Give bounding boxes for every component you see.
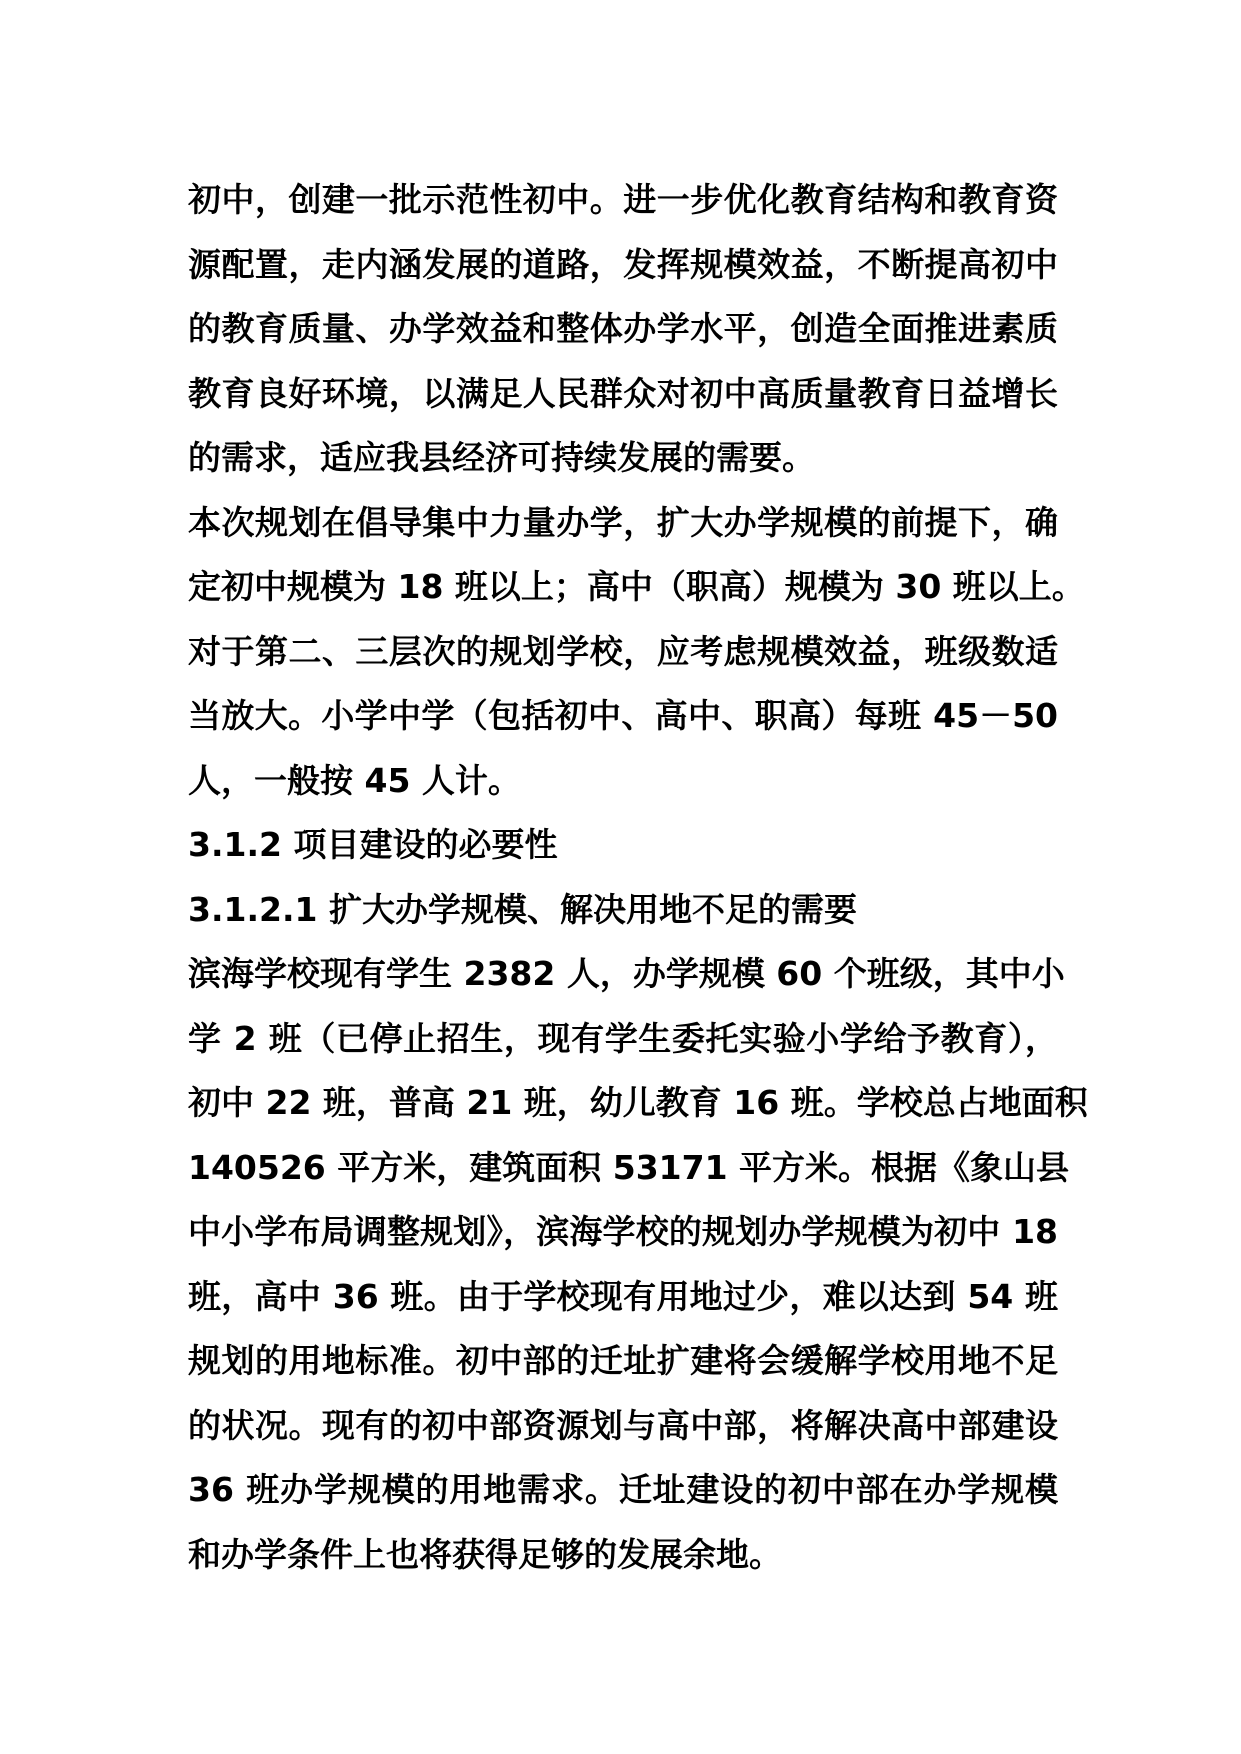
text-line: 的需求，适应我县经济可持续发展的需要。 bbox=[188, 438, 815, 477]
text-line: 的状况。现有的初中部资源划与高中部，将解决高中部建设 bbox=[188, 1405, 1058, 1445]
text-line: 的教育质量、办学效益和整体办学水平，创造全面推进素质 bbox=[188, 309, 1058, 348]
text-line: 对于第二、三层次的规划学校，应考虑规模效益，班级数适 bbox=[188, 631, 1058, 671]
text-line: 规划的用地标准。初中部的迁址扩建将会缓解学校用地不足 bbox=[188, 1341, 1058, 1380]
section-heading-3-1-2-1 bbox=[188, 878, 1058, 943]
paragraph-binhai-school bbox=[188, 942, 1088, 1587]
heading-text: 3.1.2 项目建设的必要性 bbox=[188, 825, 558, 864]
text-line: 定初中规模为 18 班以上；高中（职高）规模为 30 班以上。 bbox=[188, 567, 1085, 606]
text-line: 当放大。小学中学（包括初中、高中、职高）每班 45－50 bbox=[188, 696, 1058, 735]
section-heading-3-1-2 bbox=[188, 813, 1058, 878]
text-line: 36 班办学规模的用地需求。迁址建设的初中部在办学规模 bbox=[188, 1470, 1058, 1509]
text-line: 班，高中 36 班。由于学校现有用地过少，难以达到 54 班 bbox=[188, 1276, 1058, 1316]
text-line: 初中 22 班，普高 21 班，幼儿教育 16 班。学校总占地面积 bbox=[188, 1083, 1088, 1122]
paragraph-junior-high-goals bbox=[188, 168, 1058, 491]
paragraph-planning-scale bbox=[188, 491, 1085, 814]
text-line: 源配置，走内涵发展的道路，发挥规模效益，不断提高初中 bbox=[188, 244, 1058, 284]
text-line: 教育良好环境，以满足人民群众对初中高质量教育日益增长 bbox=[188, 373, 1058, 413]
text-line: 人，一般按 45 人计。 bbox=[188, 760, 521, 800]
heading-text: 3.1.2.1 扩大办学规模、解决用地不足的需要 bbox=[188, 889, 857, 929]
text-line: 中小学布局调整规划》，滨海学校的规划办学规模为初中 18 bbox=[188, 1212, 1058, 1251]
text-line: 初中，创建一批示范性初中。进一步优化教育结构和教育资 bbox=[188, 180, 1058, 219]
text-line: 本次规划在倡导集中力量办学，扩大办学规模的前提下，确 bbox=[188, 502, 1058, 542]
document-body bbox=[188, 168, 1088, 1587]
text-line: 学 2 班（已停止招生，现有学生委托实验小学给予教育）， bbox=[188, 1018, 1058, 1058]
text-line: 140526 平方米，建筑面积 53171 平方米。根据《象山县 bbox=[188, 1147, 1070, 1187]
text-line: 滨海学校现有学生 2382 人，办学规模 60 个班级，其中小 bbox=[188, 954, 1065, 993]
text-line: 和办学条件上也将获得足够的发展余地。 bbox=[188, 1534, 782, 1574]
